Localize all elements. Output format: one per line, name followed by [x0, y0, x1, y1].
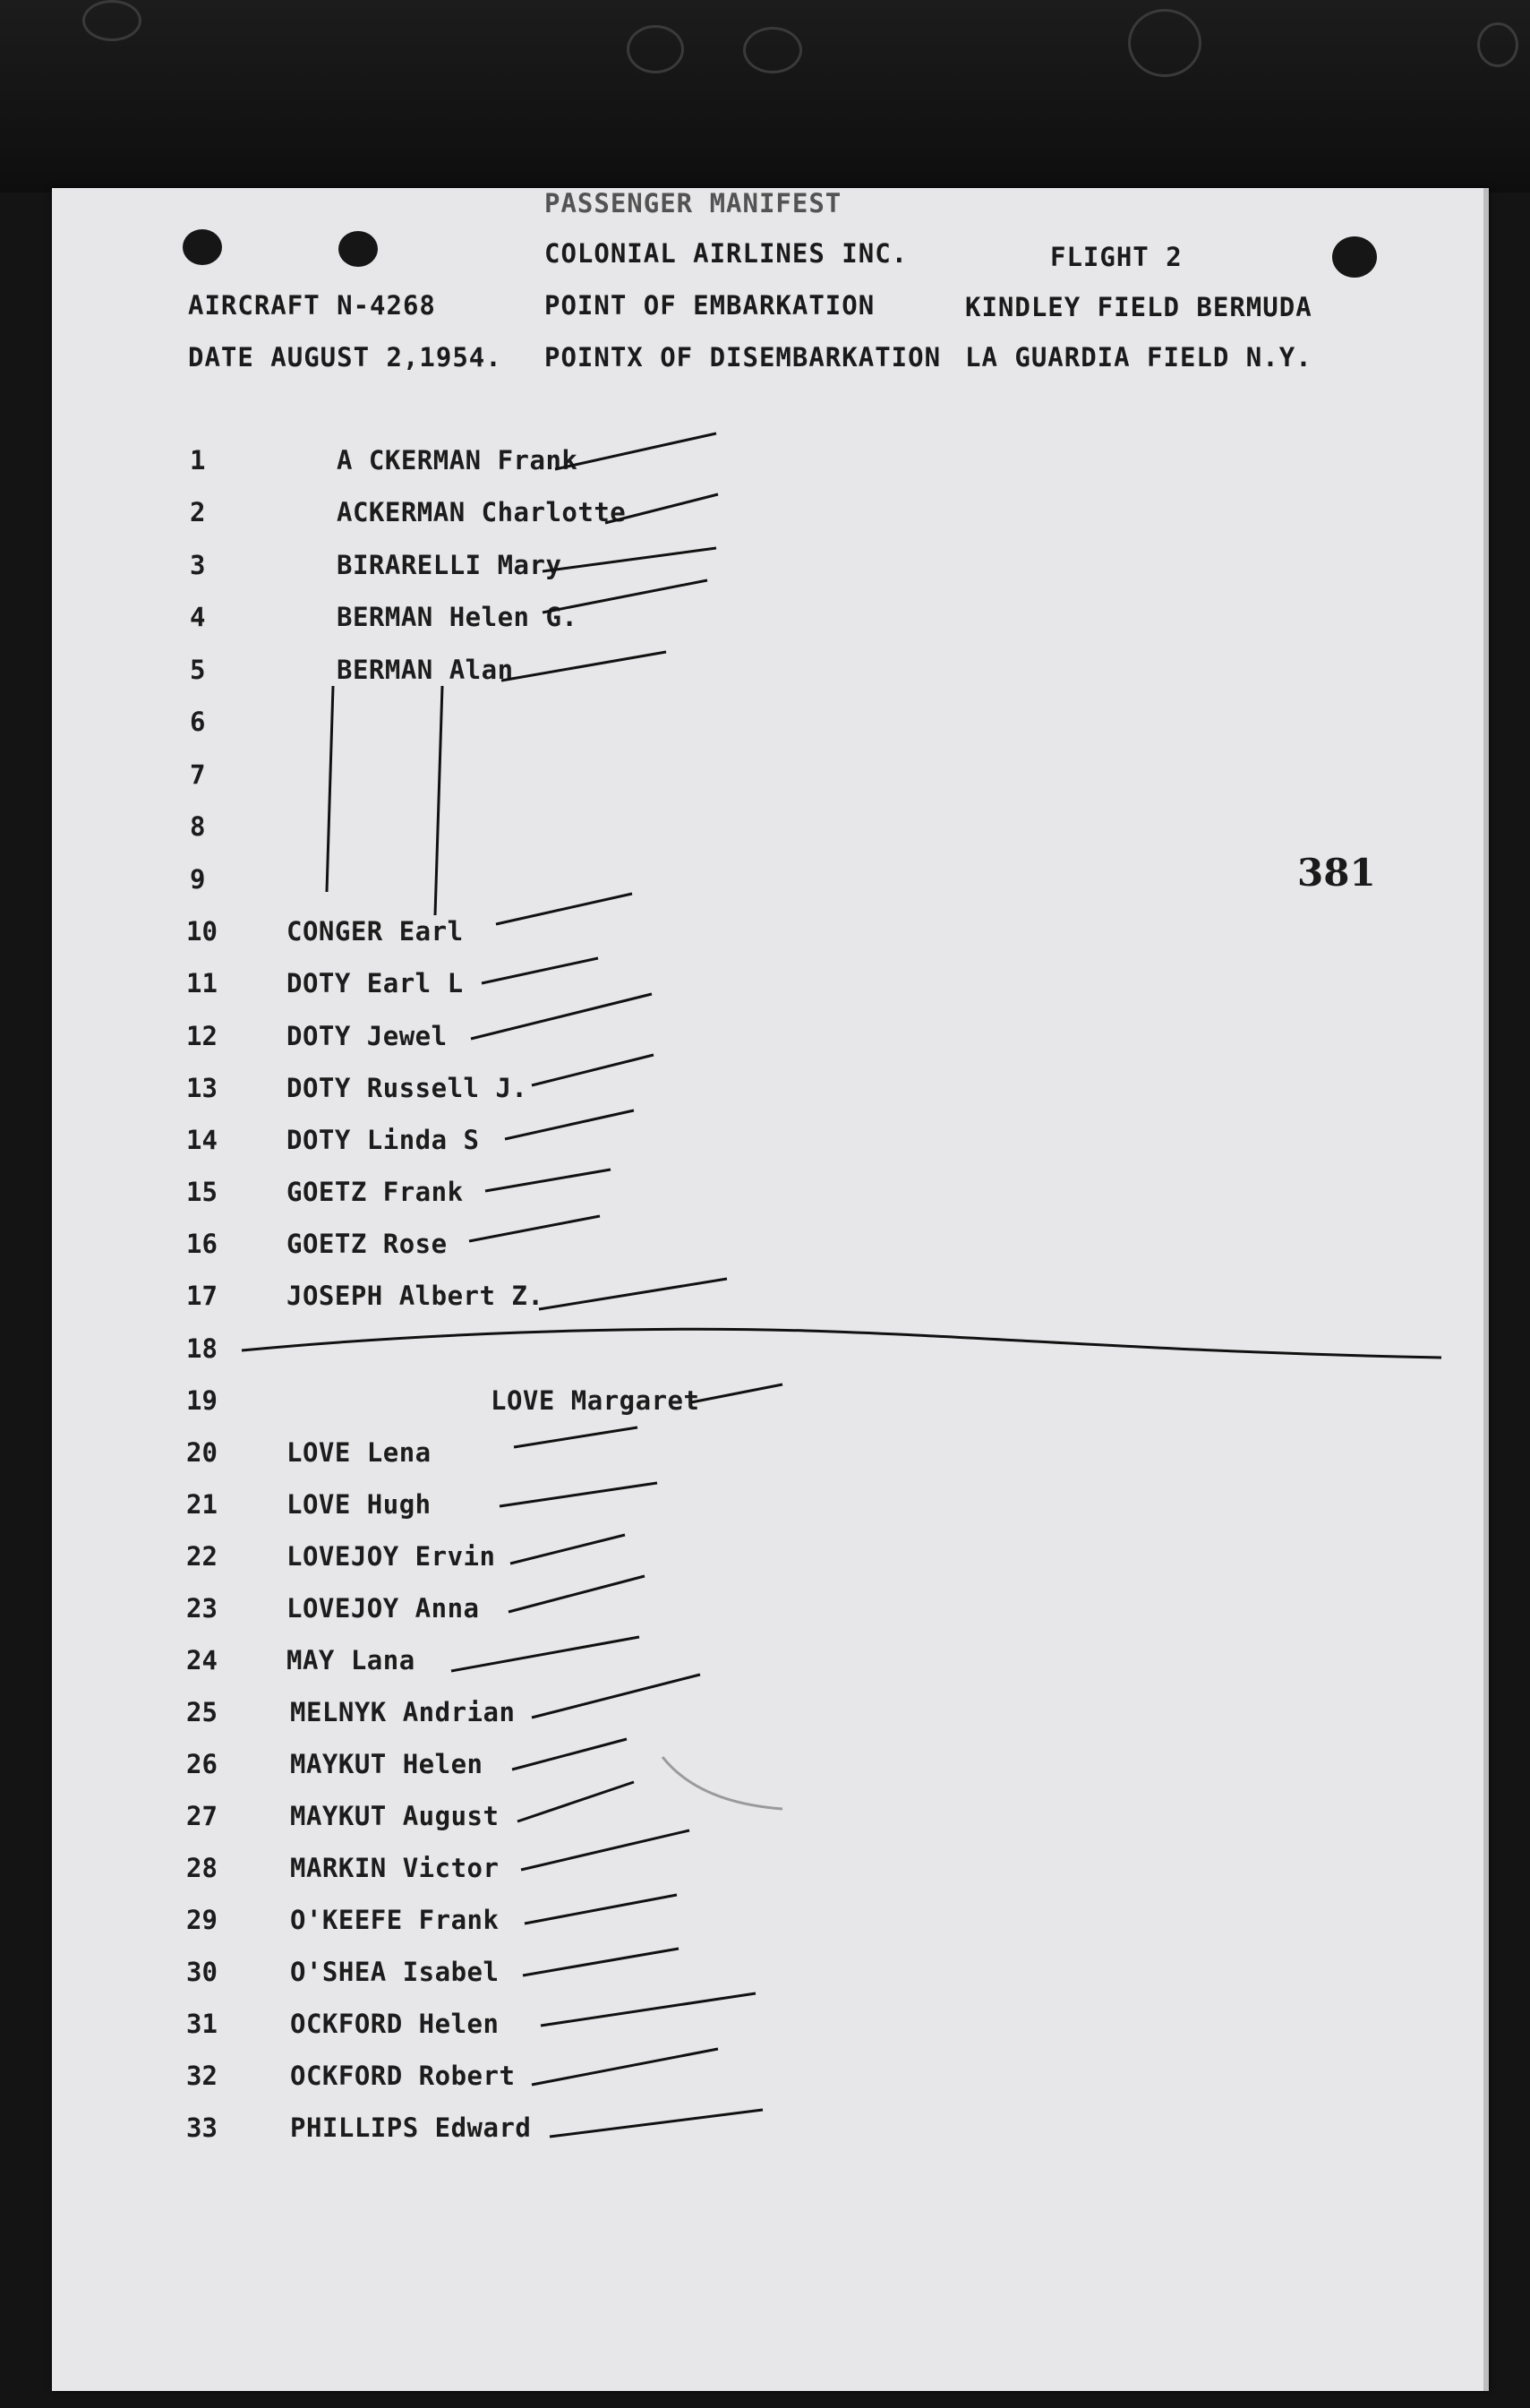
row-number: 26	[186, 1749, 218, 1779]
passenger-name: MELNYK Andrian	[290, 1697, 516, 1727]
passenger-name: DOTY Linda S	[286, 1125, 480, 1155]
operator-name: COLONIAL AIRLINES INC.	[544, 238, 909, 269]
manifest-title: PASSENGER MANIFEST	[544, 188, 842, 219]
strike-line	[242, 1329, 1441, 1358]
row-number: 4	[190, 602, 206, 632]
row-number: 17	[186, 1281, 218, 1311]
tick-mark	[517, 1782, 634, 1821]
row-number: 27	[186, 1801, 218, 1831]
tick-mark	[532, 2049, 718, 2085]
tick-mark	[543, 548, 716, 571]
row-number: 28	[186, 1853, 218, 1883]
row-number: 5	[190, 655, 206, 685]
tick-mark	[532, 1675, 700, 1718]
passenger-name: DOTY Earl L	[286, 968, 464, 998]
tick-mark	[469, 1216, 600, 1241]
manifest-date: DATE AUGUST 2,1954.	[188, 342, 502, 373]
row-number: 31	[186, 2009, 218, 2039]
passenger-name: DOTY Russell J.	[286, 1073, 528, 1103]
row-number: 14	[186, 1125, 218, 1155]
row-number: 10	[186, 916, 218, 947]
passenger-name: BERMAN Helen G.	[337, 602, 578, 632]
passenger-name: BIRARELLI Mary	[337, 550, 562, 580]
passenger-name: LOVE Margaret	[491, 1385, 700, 1416]
passenger-name: BERMAN Alan	[337, 655, 514, 685]
row-number: 30	[186, 1957, 218, 1987]
tick-mark	[605, 494, 718, 523]
tick-mark	[539, 1279, 727, 1309]
page-number: 381	[1297, 851, 1376, 895]
passenger-name: OCKFORD Robert	[290, 2061, 516, 2091]
row-number: 16	[186, 1229, 218, 1259]
passenger-name: ACKERMAN Charlotte	[337, 497, 627, 527]
tick-mark	[485, 1170, 611, 1191]
tick-mark	[555, 433, 716, 469]
passenger-name: LOVEJOY Anna	[286, 1593, 480, 1624]
row-number: 15	[186, 1177, 218, 1207]
row-number: 12	[186, 1021, 218, 1051]
disembarkation-label: POINTX OF DISEMBARKATION	[544, 342, 942, 373]
tick-mark	[541, 1993, 756, 2026]
flight-number: FLIGHT 2	[1050, 242, 1183, 272]
row-number: 24	[186, 1645, 218, 1675]
row-number: 11	[186, 968, 218, 998]
tick-mark	[523, 1949, 679, 1975]
row-number: 32	[186, 2061, 218, 2091]
row-number: 21	[186, 1489, 218, 1520]
row-number: 7	[190, 759, 206, 790]
passenger-name: LOVE Hugh	[286, 1489, 432, 1520]
tick-mark	[550, 2110, 763, 2137]
tick-mark	[514, 1427, 637, 1447]
passenger-name: O'KEEFE Frank	[290, 1905, 500, 1935]
embarkation-label: POINT OF EMBARKATION	[544, 290, 876, 321]
passenger-name: O'SHEA Isabel	[290, 1957, 500, 1987]
tick-mark	[521, 1830, 689, 1870]
passenger-name: PHILLIPS Edward	[290, 2112, 532, 2143]
row-number: 3	[190, 550, 206, 580]
tick-mark	[532, 1055, 654, 1085]
passenger-name: MARKIN Victor	[290, 1853, 500, 1883]
aircraft-id: AIRCRAFT N-4268	[188, 290, 436, 321]
passenger-name: LOVEJOY Ervin	[286, 1541, 496, 1572]
disembarkation-value: LA GUARDIA FIELD N.Y.	[965, 342, 1312, 373]
tick-mark	[496, 894, 632, 924]
tick-mark	[451, 1637, 639, 1671]
bracket-line	[435, 686, 442, 915]
row-number: 33	[186, 2112, 218, 2143]
row-number: 19	[186, 1385, 218, 1416]
embarkation-value: KINDLEY FIELD BERMUDA	[965, 292, 1312, 322]
passenger-name: MAYKUT Helen	[290, 1749, 483, 1779]
row-number: 20	[186, 1437, 218, 1468]
row-number: 6	[190, 707, 206, 737]
row-number: 2	[190, 497, 206, 527]
passenger-name: CONGER Earl	[286, 916, 464, 947]
row-number: 13	[186, 1073, 218, 1103]
passenger-name: A CKERMAN Frank	[337, 445, 578, 476]
tick-mark	[543, 580, 707, 613]
passenger-name: GOETZ Rose	[286, 1229, 448, 1259]
tick-mark	[512, 1739, 627, 1770]
passenger-name: OCKFORD Helen	[290, 2009, 500, 2039]
tick-mark	[471, 994, 652, 1039]
passenger-name: JOSEPH Albert Z.	[286, 1281, 544, 1311]
row-number: 29	[186, 1905, 218, 1935]
passenger-name: GOETZ Frank	[286, 1177, 464, 1207]
tick-mark	[501, 652, 666, 681]
row-number: 22	[186, 1541, 218, 1572]
row-number: 23	[186, 1593, 218, 1624]
passenger-name: MAYKUT August	[290, 1801, 500, 1831]
passenger-name: DOTY Jewel	[286, 1021, 448, 1051]
pencil-mark	[662, 1757, 782, 1809]
tick-mark	[500, 1483, 657, 1506]
row-number: 8	[190, 811, 206, 842]
tick-mark	[482, 958, 598, 983]
tick-mark	[525, 1895, 677, 1924]
passenger-name: MAY Lana	[286, 1645, 415, 1675]
passenger-name: LOVE Lena	[286, 1437, 432, 1468]
row-number: 1	[190, 445, 206, 476]
row-number: 9	[190, 864, 206, 895]
tick-mark	[510, 1535, 625, 1564]
row-number: 25	[186, 1697, 218, 1727]
tick-mark	[509, 1576, 645, 1612]
row-number: 18	[186, 1333, 218, 1364]
tick-mark	[691, 1384, 782, 1402]
bracket-line	[327, 686, 333, 892]
tick-mark	[505, 1110, 634, 1139]
